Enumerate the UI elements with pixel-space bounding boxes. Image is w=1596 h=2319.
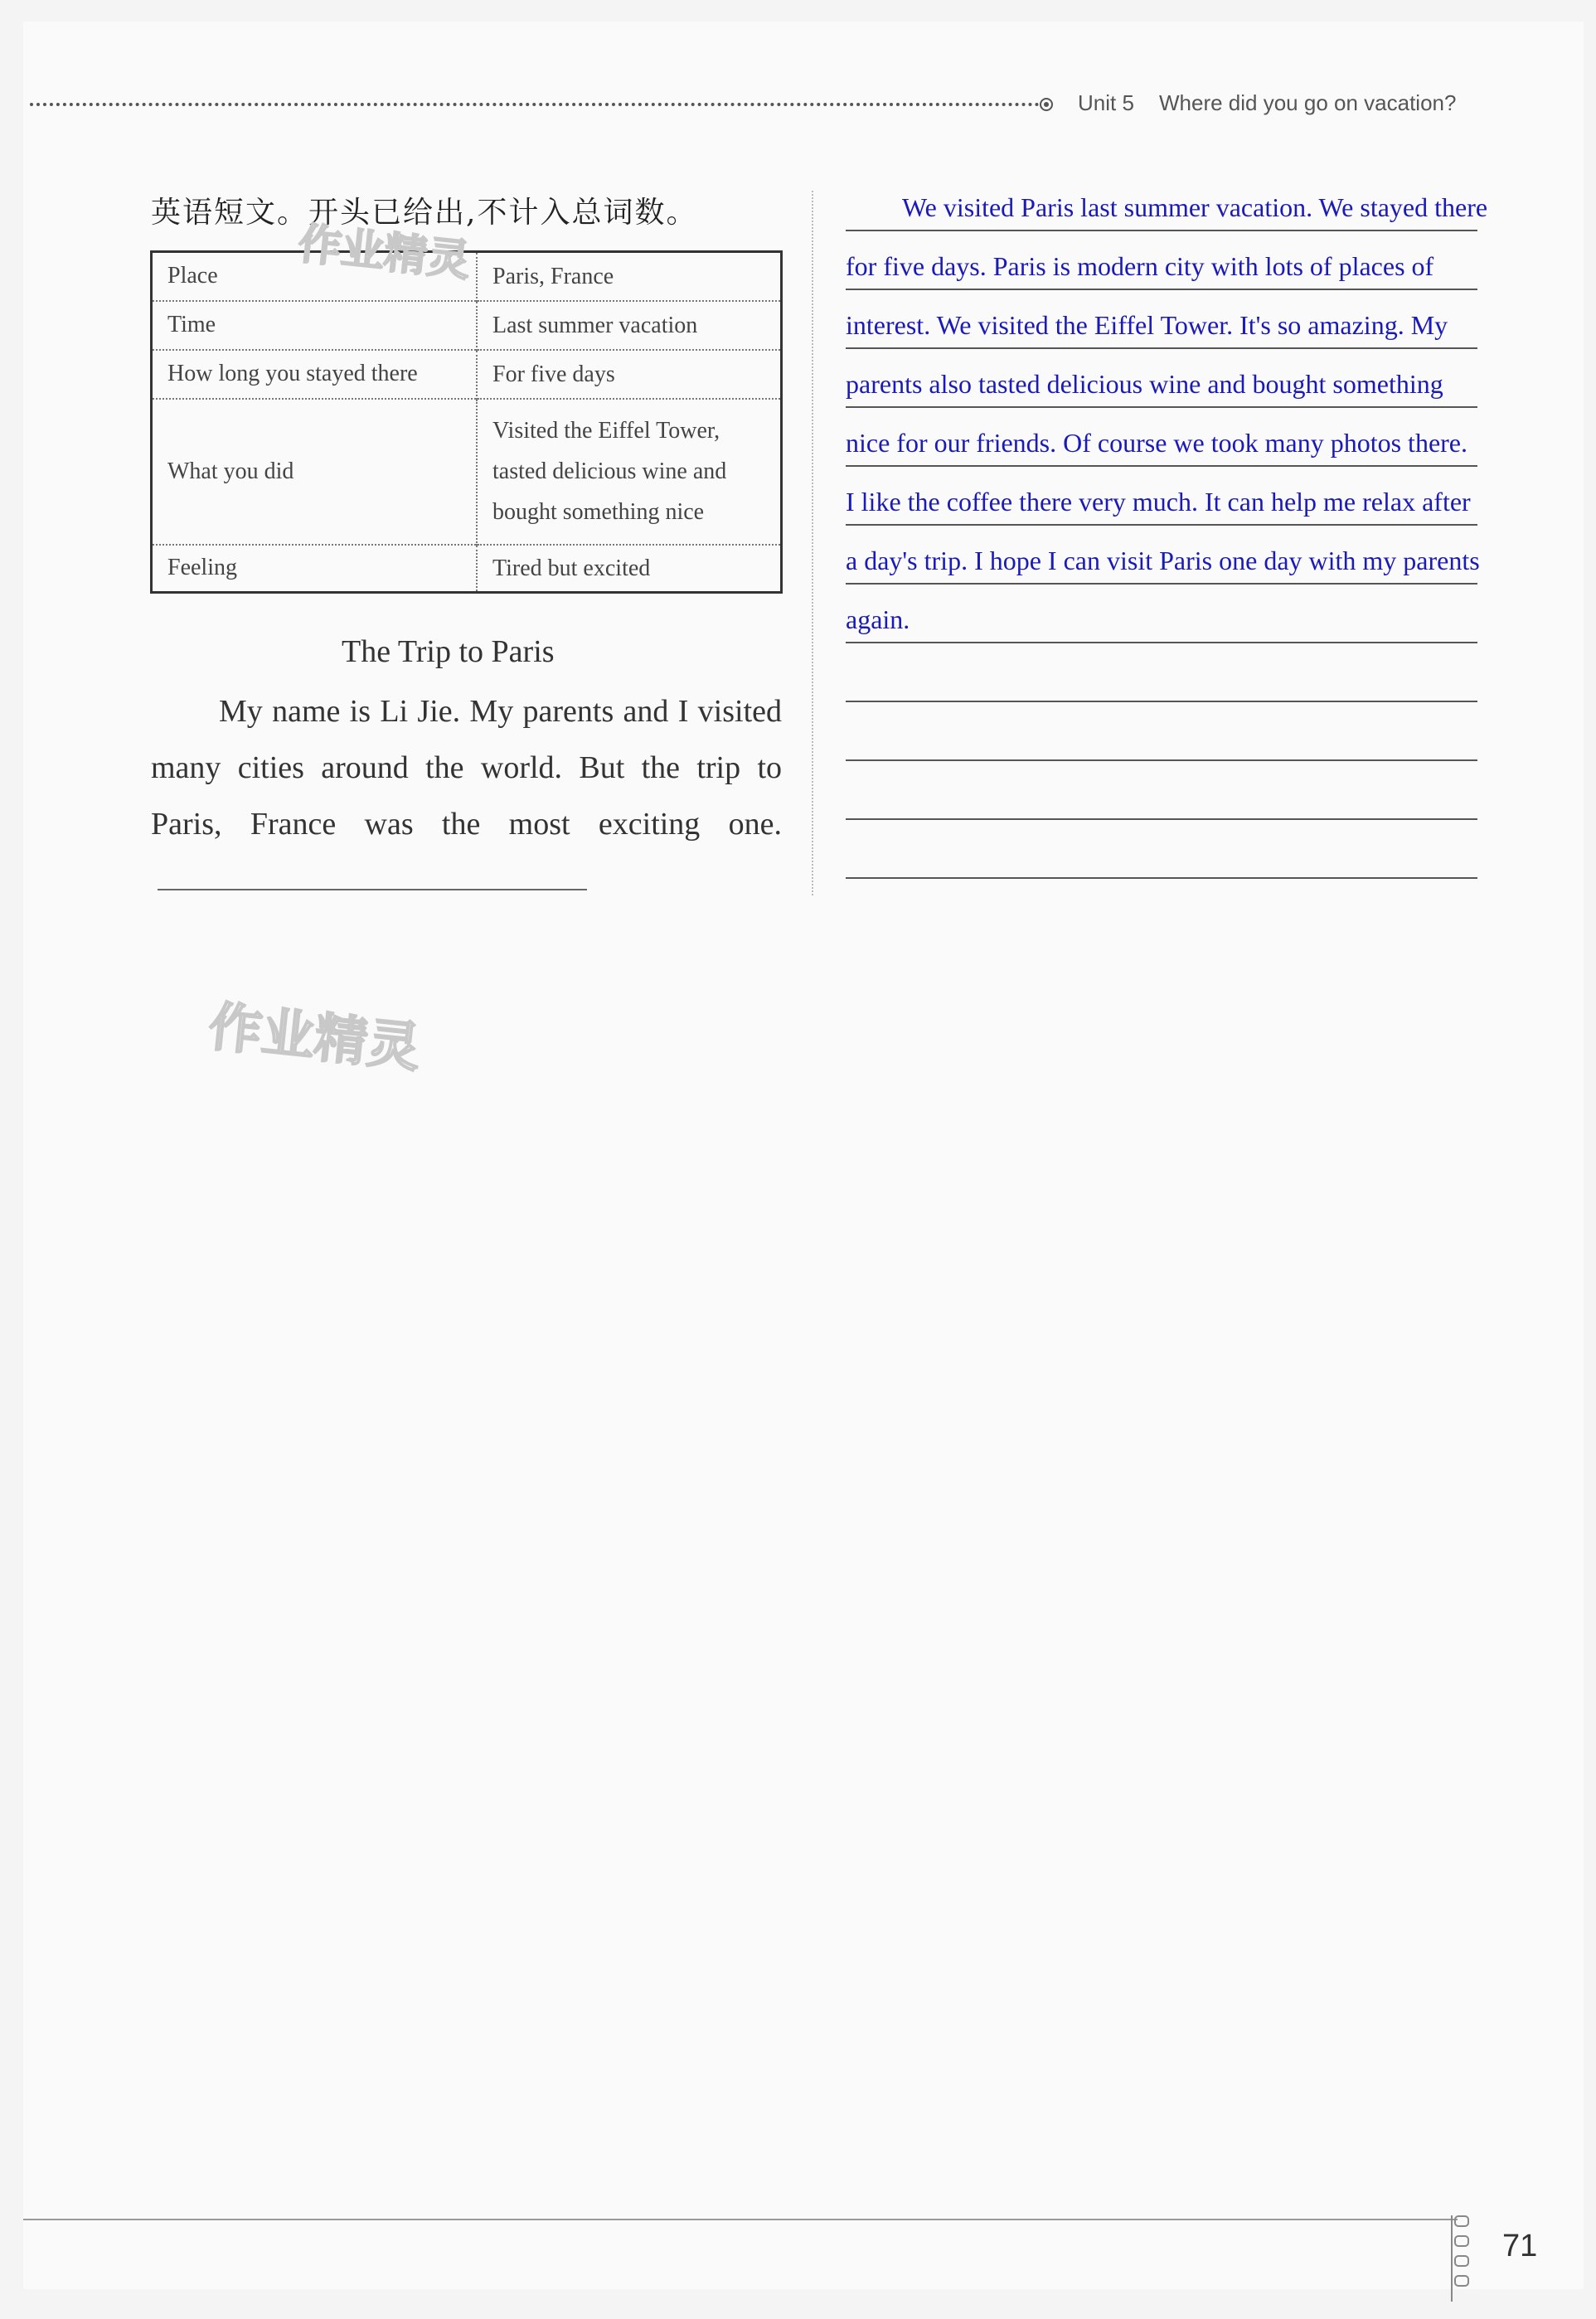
watermark-logo: 作业精灵: [295, 219, 473, 287]
instruction-text: 英语短文。开头已给出,不计入总词数。: [151, 196, 698, 230]
answer-text: I like the coffee there very much. It can help me relax after: [846, 487, 1471, 517]
answer-line[interactable]: [846, 172, 1488, 231]
answer-line[interactable]: [846, 231, 1477, 290]
table-row: [152, 350, 782, 399]
header-unit: Unit 5: [1078, 90, 1134, 115]
answer-line[interactable]: [846, 526, 1480, 585]
binding-rings-icon: [1451, 2215, 1467, 2302]
answer-text: for five days. Paris is modern city with lots of places of: [846, 251, 1434, 281]
answer-line[interactable]: [846, 643, 1477, 702]
header-unit-title: Where did you go on vacation?: [1159, 90, 1457, 115]
table-row: [152, 399, 782, 545]
answer-line[interactable]: [846, 761, 1477, 820]
essay-opening-text: My name is Li Jie. My parents and I visited many cities around the world. But the trip to Paris, France was the most exciting one.: [151, 694, 782, 842]
essay-opening: [151, 683, 782, 909]
answer-line[interactable]: [846, 820, 1477, 879]
answer-line[interactable]: [846, 702, 1477, 761]
table-value: Last summer vacation: [477, 301, 782, 350]
answer-line[interactable]: [846, 408, 1477, 467]
table-value: Paris, France: [492, 263, 614, 289]
answer-lines: [846, 172, 1488, 879]
answer-text: again.: [846, 604, 910, 634]
table-row: [152, 545, 782, 593]
table-label: How long you stayed there: [152, 350, 478, 399]
writing-blank[interactable]: [158, 889, 587, 890]
answer-text: parents also tasted delicious wine and bought something: [846, 369, 1443, 399]
answer-text: nice for our friends. Of course we took many photos there.: [846, 428, 1467, 458]
table-value: For five days: [477, 350, 782, 399]
answer-text: a day's trip. I hope I can visit Paris one day with my parents: [846, 546, 1480, 575]
header-bullet-icon: [1040, 98, 1053, 111]
table-value: Visited the Eiffel Tower, tasted delicious wine and bought something nice: [477, 399, 782, 545]
essay-title: The Trip to Paris: [342, 634, 555, 669]
answer-text: We visited Paris last summer vacation. We stayed there: [902, 192, 1488, 222]
table-row: [152, 301, 782, 350]
table-label: Time: [152, 301, 478, 350]
answer-line[interactable]: [846, 467, 1477, 526]
answer-line[interactable]: [846, 585, 1477, 643]
page-number: 71: [1502, 2229, 1538, 2263]
column-divider: [812, 191, 813, 895]
watermark-logo: 作业精灵: [206, 996, 424, 1080]
table-value: Tired but excited: [477, 545, 782, 593]
answer-line[interactable]: [846, 349, 1477, 408]
table-label: Place: [152, 252, 478, 301]
header-dotted-rule: [30, 103, 1040, 106]
footer-rule: [23, 2219, 1458, 2220]
info-table: [150, 250, 783, 594]
table-label: Feeling: [152, 545, 478, 593]
answer-text: interest. We visited the Eiffel Tower. It's so amazing. My: [846, 310, 1448, 340]
table-label: What you did: [152, 399, 478, 545]
answer-line[interactable]: [846, 290, 1477, 349]
